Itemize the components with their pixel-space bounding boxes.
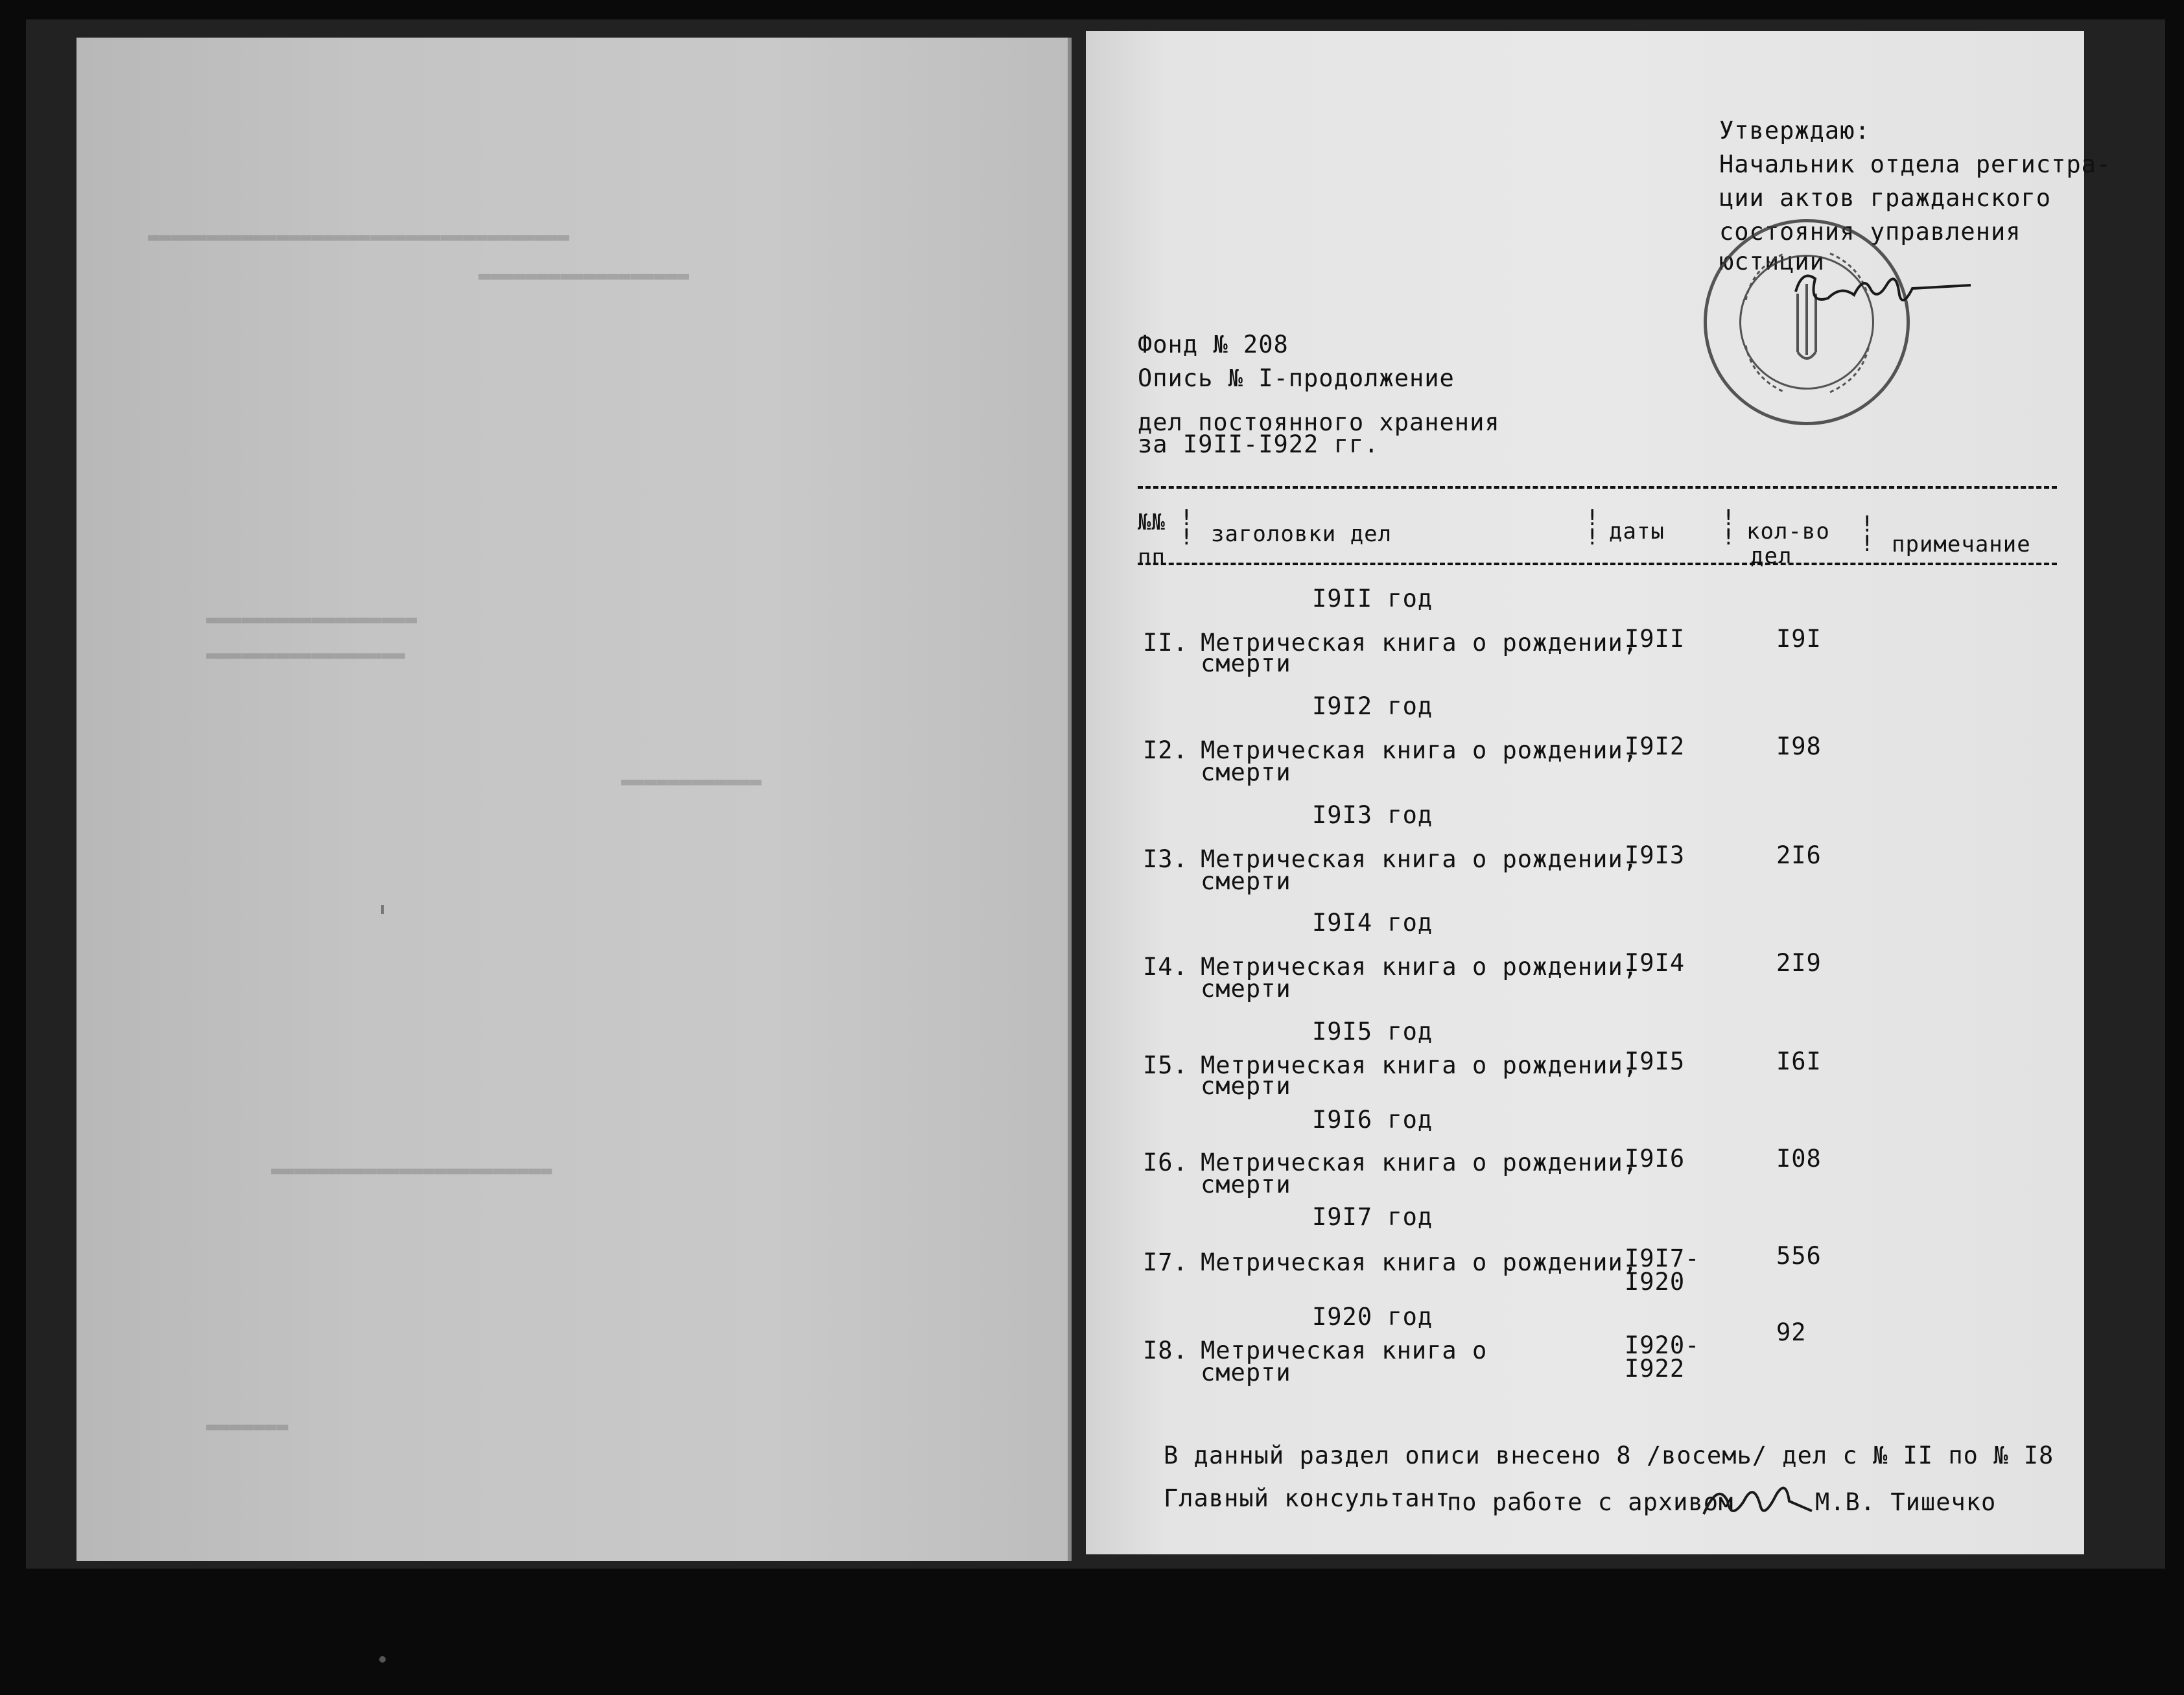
bleed-through-heading-1: ▬▬▬▬▬▬▬▬▬▬▬▬▬▬▬▬▬▬▬▬▬▬▬▬▬▬▬▬▬▬▬▬▬▬▬▬ bbox=[148, 226, 570, 248]
summary-line: В данный раздел описи внесено 8 /восемь/ дел с № II по № I8 bbox=[1164, 1442, 2054, 1469]
approval-line-3: ции актов гражданского bbox=[1719, 184, 2052, 212]
official-stamp bbox=[1704, 219, 1910, 425]
row-number: I5. bbox=[1143, 1051, 1188, 1079]
row-title-continued: смерти bbox=[1201, 975, 1291, 1003]
section-year: I9I7 год bbox=[1312, 1203, 1433, 1231]
row-title: Метрическая книга о рождении, bbox=[1201, 1149, 1639, 1176]
opis-number: Опись № I-продолжение bbox=[1138, 364, 1455, 392]
col-number-header: №№ bbox=[1138, 509, 1166, 535]
table-header-bottom-rule bbox=[1138, 563, 2057, 565]
section-year: I9I2 год bbox=[1312, 692, 1433, 720]
row-dates: I9II bbox=[1625, 625, 1685, 653]
row-dates: I9I2 bbox=[1625, 732, 1685, 760]
row-dates: I9I6 bbox=[1625, 1145, 1685, 1173]
row-count: 2I6 bbox=[1776, 841, 1822, 869]
dust-speck bbox=[379, 1656, 386, 1663]
row-title: Метрическая книга о bbox=[1201, 1337, 1488, 1364]
bleed-through-years: ▬▬▬▬▬▬▬ bbox=[206, 1415, 288, 1438]
approval-line-2: Начальник отдела регистра- bbox=[1719, 150, 2112, 178]
inventory-period: за I9II-I922 гг. bbox=[1138, 430, 1380, 458]
col-count-subheader: дел bbox=[1750, 543, 1792, 569]
row-title: Метрическая книга о рождении, bbox=[1201, 1051, 1639, 1079]
row-count: 92 bbox=[1776, 1318, 1807, 1346]
approval-line-4: состояния управления bbox=[1719, 218, 2021, 246]
fond-number: Фонд № 208 bbox=[1138, 331, 1289, 358]
row-title-continued: смерти bbox=[1201, 1359, 1291, 1386]
row-count: 556 bbox=[1776, 1242, 1822, 1270]
col-separator: ! ! bbox=[1180, 505, 1193, 550]
row-count: I98 bbox=[1776, 732, 1822, 760]
col-note-header: примечание bbox=[1892, 532, 2031, 557]
bleed-through-opis: ▬▬▬▬▬▬▬▬▬▬▬▬▬▬▬▬▬ bbox=[206, 644, 406, 666]
inventory-title: дел постоянного хранения bbox=[1138, 408, 1500, 436]
col-title-header: заголовки дел bbox=[1211, 521, 1392, 547]
row-dates: I9I4 bbox=[1625, 949, 1685, 977]
col-dates-header: даты bbox=[1609, 519, 1665, 544]
approval-signature bbox=[1789, 259, 1984, 318]
row-number: I3. bbox=[1143, 845, 1188, 873]
row-title: Метрическая книга о рождении, bbox=[1201, 629, 1639, 657]
row-title-continued: смерти bbox=[1201, 867, 1291, 895]
row-title: Метрическая книга о рождении, bbox=[1201, 736, 1639, 764]
row-dates: I920- bbox=[1625, 1331, 1700, 1359]
row-count: 2I9 bbox=[1776, 949, 1822, 977]
section-year: I9I3 год bbox=[1312, 801, 1433, 829]
row-dates: I9I7- bbox=[1625, 1245, 1700, 1272]
row-title-continued: смерти bbox=[1201, 1171, 1291, 1198]
signer-context: по работе с архивом bbox=[1447, 1488, 1734, 1516]
row-title: Метрическая книга о рождении, bbox=[1201, 845, 1639, 873]
signer-role: Главный консультант bbox=[1164, 1484, 1451, 1512]
row-number: I4. bbox=[1143, 953, 1188, 981]
stamp-emblem-icon bbox=[1707, 222, 1907, 422]
row-dates-end: I920 bbox=[1625, 1268, 1685, 1296]
section-year: I920 год bbox=[1312, 1303, 1433, 1331]
bleed-through-line: ▬▬▬▬▬▬▬▬▬▬▬▬▬▬▬▬▬▬▬▬▬▬▬▬ bbox=[271, 1159, 552, 1182]
row-title-continued: смерти bbox=[1201, 1072, 1291, 1100]
row-title-continued: смерти bbox=[1201, 758, 1291, 786]
row-number: I2. bbox=[1143, 736, 1188, 764]
row-count: I9I bbox=[1776, 625, 1822, 653]
section-year: I9II год bbox=[1312, 585, 1433, 613]
section-year: I9I5 год bbox=[1312, 1018, 1433, 1046]
section-year: I9I6 год bbox=[1312, 1106, 1433, 1134]
row-number: I6. bbox=[1143, 1149, 1188, 1176]
row-dates-end: I922 bbox=[1625, 1355, 1685, 1383]
row-count: I08 bbox=[1776, 1145, 1822, 1173]
approval-line-1: Утверждаю: bbox=[1719, 117, 1870, 145]
row-title: Метрическая книга о рождении, bbox=[1201, 1248, 1639, 1276]
row-number: II. bbox=[1143, 629, 1188, 657]
signer-signature bbox=[1698, 1475, 1815, 1527]
signer-name: М.В. Тишечко bbox=[1815, 1488, 1997, 1516]
speck bbox=[381, 905, 384, 914]
col-separator: ! ! bbox=[1861, 511, 1874, 557]
row-dates: I9I3 bbox=[1625, 841, 1685, 869]
bleed-through-fond: ▬▬▬▬▬▬▬▬▬▬▬▬▬▬▬▬▬▬ bbox=[206, 608, 417, 631]
row-title: Метрическая книга о рождении, bbox=[1201, 953, 1639, 981]
table-top-rule bbox=[1138, 486, 2057, 489]
col-count-header: кол-во bbox=[1746, 519, 1830, 544]
row-title-continued: смерти bbox=[1201, 649, 1291, 677]
left-page bbox=[76, 38, 1072, 1561]
approval-line-5: юстиции bbox=[1719, 248, 1825, 275]
col-separator: ! ! bbox=[1586, 505, 1599, 550]
row-number: I8. bbox=[1143, 1337, 1188, 1364]
bleed-through-title: ▬▬▬▬▬▬▬▬▬▬▬▬ bbox=[621, 770, 762, 793]
section-year: I9I4 год bbox=[1312, 909, 1433, 937]
row-dates: I9I5 bbox=[1625, 1047, 1685, 1075]
col-number-subheader: пп bbox=[1138, 544, 1166, 570]
bleed-through-heading-2: ▬▬▬▬▬▬▬▬▬▬▬▬▬▬▬▬▬▬ bbox=[478, 264, 690, 287]
row-count: I6I bbox=[1776, 1047, 1822, 1075]
row-number: I7. bbox=[1143, 1248, 1188, 1276]
col-separator: ! ! bbox=[1722, 505, 1735, 550]
